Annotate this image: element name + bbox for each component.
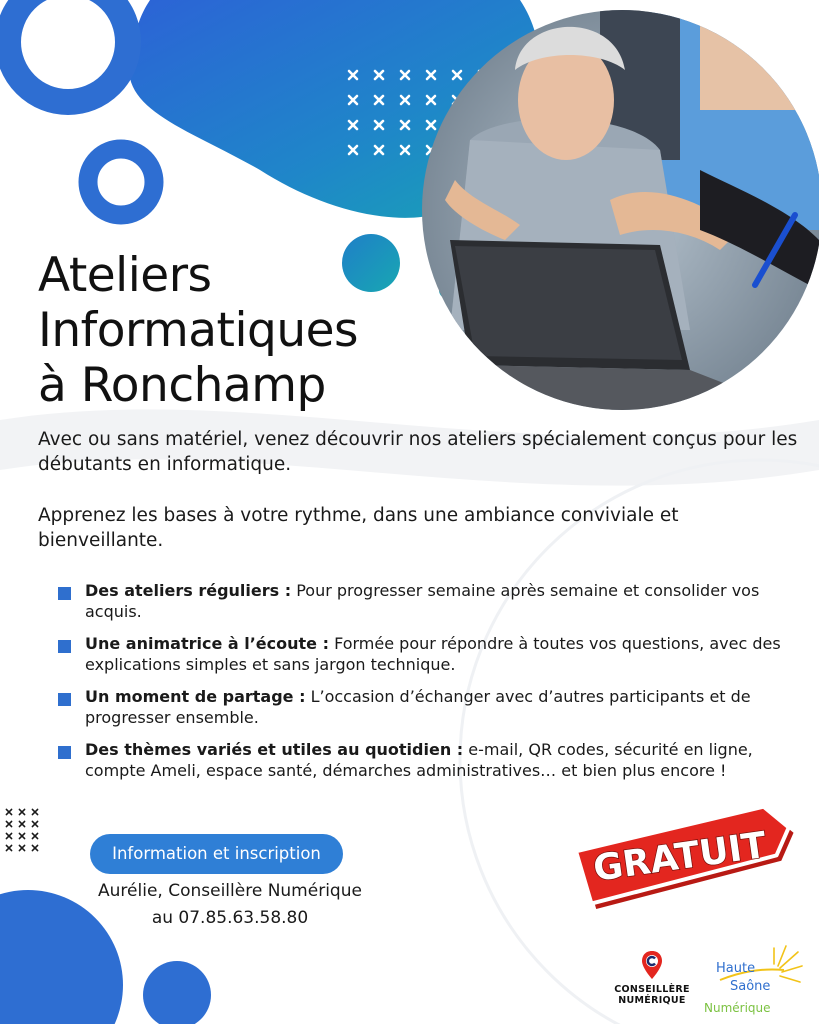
logo-text-line: NUMÉRIQUE — [618, 995, 686, 1006]
information-inscription-button[interactable]: Information et inscription — [90, 834, 343, 874]
title-line: Ateliers — [38, 248, 212, 303]
cross-mark — [32, 845, 37, 850]
logo-numerique: Numérique — [704, 1001, 771, 1015]
page-title — [38, 248, 458, 413]
cross-mark — [19, 845, 24, 850]
feature-title: Des thèmes variés et utiles au quotidien : — [85, 740, 464, 759]
title-line: à Ronchamp — [38, 358, 326, 413]
feature-text: Pour progresser semaine après semaine et consolider vos acquis. — [85, 581, 760, 621]
cross-mark — [32, 809, 37, 814]
cross-mark — [6, 845, 11, 850]
ring-shape — [88, 149, 154, 215]
map-pin-icon — [641, 950, 663, 980]
feature-item — [58, 686, 798, 728]
square-bullet-icon — [58, 746, 71, 759]
square-bullet-icon — [58, 693, 71, 706]
cross-mark — [32, 833, 37, 838]
feature-item — [58, 633, 798, 675]
feature-item — [58, 739, 798, 781]
conseillere-numerique-logo — [611, 950, 693, 1006]
logo-text-line: CONSEILLÈRE — [614, 984, 690, 995]
feature-title: Une animatrice à l’écoute : — [85, 634, 329, 653]
cross-mark — [19, 809, 24, 814]
feature-title: Des ateliers réguliers : — [85, 581, 292, 600]
contact-phone: au 07.85.63.58.80 — [151, 908, 309, 928]
bottom-circle-small — [143, 961, 211, 1024]
feature-text: Formée pour répondre à toutes vos questions, avec des explications simples et sans jargon technique. — [85, 634, 781, 674]
ring-shape — [8, 0, 128, 102]
title-line: Informatiques — [38, 303, 359, 358]
gratuit-badge — [568, 804, 804, 912]
intro-paragraph-2: Apprenez les bases à votre rythme, dans une ambiance conviviale et bienveillante. — [38, 505, 679, 551]
square-bullet-icon — [58, 587, 71, 600]
feature-text: e-mail, QR codes, sécurité en ligne, compte Ameli, espace santé, démarches administratives… et bien plus encore ! — [85, 740, 753, 780]
feature-title: Un moment de partage : — [85, 687, 306, 706]
cross-mark — [32, 821, 37, 826]
cross-mark — [19, 821, 24, 826]
cross-mark — [6, 809, 11, 814]
logo-haute: Haute — [716, 961, 756, 976]
cross-mark — [6, 821, 11, 826]
gratuit-label: GRATUIT — [590, 824, 769, 890]
cross-mark — [19, 833, 24, 838]
feature-text: L’occasion d’échanger avec d’autres participants et de progresser ensemble. — [85, 687, 751, 727]
haute-saone-numerique-logo — [700, 942, 804, 1020]
square-bullet-icon — [58, 640, 71, 653]
logo-saone: Saône — [730, 979, 771, 994]
feature-list — [58, 580, 798, 781]
cross-mark — [6, 833, 11, 838]
cross-grid-dark — [6, 809, 37, 850]
contact-name: Aurélie, Conseillère Numérique — [98, 881, 362, 901]
intro-paragraph-1: Avec ou sans matériel, venez découvrir nos ateliers spécialement conçus pour les débutants en informatique. — [38, 429, 798, 475]
feature-item — [58, 580, 798, 622]
